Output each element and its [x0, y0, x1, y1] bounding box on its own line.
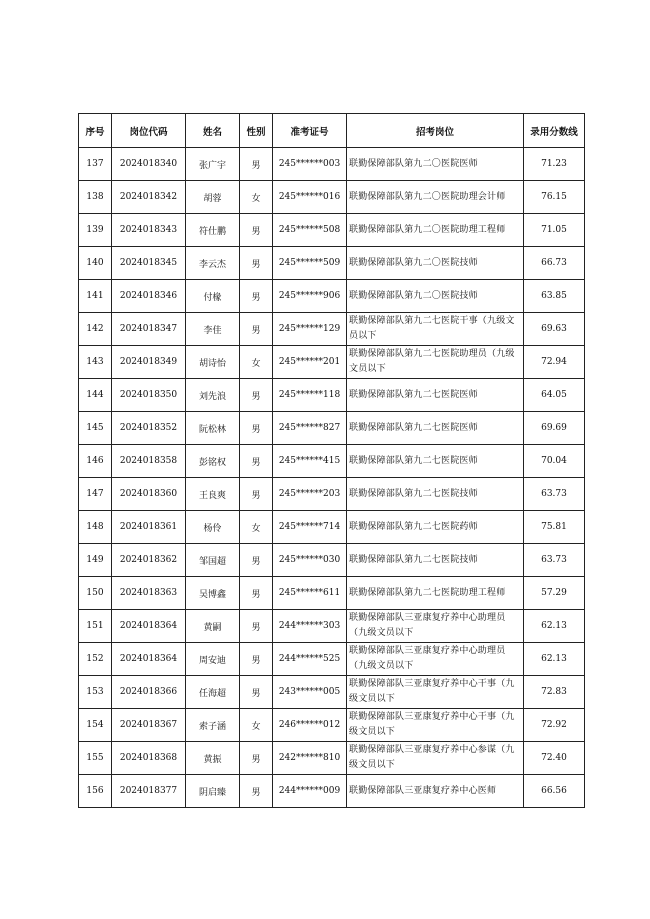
cell-ticket: 244******009: [273, 775, 347, 808]
cell-ticket: 245******906: [273, 280, 347, 313]
header-name: 姓名: [186, 114, 240, 148]
cell-name: 杨伶: [186, 511, 240, 544]
cell-name: 王良爽: [186, 478, 240, 511]
cell-score: 66.73: [524, 247, 585, 280]
cell-seq: 147: [79, 478, 112, 511]
cell-seq: 155: [79, 742, 112, 775]
cell-gender: 男: [240, 577, 273, 610]
cell-seq: 145: [79, 412, 112, 445]
cell-ticket: 245******003: [273, 148, 347, 181]
cell-gender: 男: [240, 610, 273, 643]
cell-name: 索子涵: [186, 709, 240, 742]
cell-seq: 137: [79, 148, 112, 181]
cell-gender: 男: [240, 148, 273, 181]
cell-seq: 154: [79, 709, 112, 742]
cell-gender: 男: [240, 775, 273, 808]
cell-seq: 139: [79, 214, 112, 247]
table-row: [79, 775, 585, 808]
cell-gender: 男: [240, 280, 273, 313]
cell-gender: 女: [240, 709, 273, 742]
cell-ticket: 245******508: [273, 214, 347, 247]
cell-name: 黄嗣: [186, 610, 240, 643]
cell-post-code: 2024018349: [112, 346, 186, 379]
cell-post-code: 2024018342: [112, 181, 186, 214]
cell-ticket: 245******201: [273, 346, 347, 379]
table-row: [79, 148, 585, 181]
cell-score: 66.56: [524, 775, 585, 808]
cell-seq: 150: [79, 577, 112, 610]
cell-position: 联勤保障部队第九二七医院助理工程师: [347, 577, 524, 610]
table-row: [79, 379, 585, 412]
header-seq: 序号: [79, 114, 112, 148]
cell-position: 联勤保障部队三亚康复疗养中心助理员（九级文员以下: [347, 610, 524, 643]
cell-position: 联勤保障部队三亚康复疗养中心干事（九级文员以下: [347, 676, 524, 709]
cell-position: 联勤保障部队第九二七医院医师: [347, 379, 524, 412]
cell-position: 联勤保障部队第九二〇医院助理工程师: [347, 214, 524, 247]
cell-post-code: 2024018364: [112, 610, 186, 643]
cell-seq: 152: [79, 643, 112, 676]
table-row: [79, 709, 585, 742]
cell-post-code: 2024018350: [112, 379, 186, 412]
cell-post-code: 2024018361: [112, 511, 186, 544]
table-row: [79, 742, 585, 775]
cell-seq: 156: [79, 775, 112, 808]
table-row: [79, 478, 585, 511]
cell-name: 李佳: [186, 313, 240, 346]
cell-score: 64.05: [524, 379, 585, 412]
cell-ticket: 245******129: [273, 313, 347, 346]
cell-position: 联勤保障部队第九二〇医院技师: [347, 247, 524, 280]
cell-seq: 142: [79, 313, 112, 346]
cell-ticket: 242******810: [273, 742, 347, 775]
cell-seq: 153: [79, 676, 112, 709]
cell-ticket: 245******827: [273, 412, 347, 445]
cell-name: 阴启臻: [186, 775, 240, 808]
cell-score: 70.04: [524, 445, 585, 478]
cell-score: 72.92: [524, 709, 585, 742]
cell-seq: 151: [79, 610, 112, 643]
header-row: [79, 114, 585, 148]
cell-post-code: 2024018346: [112, 280, 186, 313]
cell-score: 62.13: [524, 643, 585, 676]
cell-name: 邹国超: [186, 544, 240, 577]
cell-gender: 男: [240, 544, 273, 577]
cell-score: 63.73: [524, 544, 585, 577]
cell-ticket: 245******203: [273, 478, 347, 511]
cell-score: 69.69: [524, 412, 585, 445]
cell-position: 联勤保障部队第九二七医院技师: [347, 478, 524, 511]
cell-gender: 男: [240, 379, 273, 412]
cell-score: 71.05: [524, 214, 585, 247]
cell-name: 刘先浪: [186, 379, 240, 412]
cell-gender: 男: [240, 412, 273, 445]
cell-score: 69.63: [524, 313, 585, 346]
cell-gender: 女: [240, 181, 273, 214]
cell-position: 联勤保障部队三亚康复疗养中心干事（九级文员以下: [347, 709, 524, 742]
table-row: [79, 610, 585, 643]
cell-seq: 141: [79, 280, 112, 313]
cell-score: 63.73: [524, 478, 585, 511]
cell-gender: 男: [240, 676, 273, 709]
cell-position: 联勤保障部队三亚康复疗养中心医师: [347, 775, 524, 808]
cell-position: 联勤保障部队第九二七医院药师: [347, 511, 524, 544]
header-post-code: 岗位代码: [112, 114, 186, 148]
cell-ticket: 246******012: [273, 709, 347, 742]
cell-name: 胡诗怡: [186, 346, 240, 379]
cell-ticket: 245******611: [273, 577, 347, 610]
table-row: [79, 313, 585, 346]
cell-name: 阮松林: [186, 412, 240, 445]
cell-name: 吴博鑫: [186, 577, 240, 610]
cell-name: 付椽: [186, 280, 240, 313]
cell-ticket: 243******005: [273, 676, 347, 709]
cell-seq: 144: [79, 379, 112, 412]
cell-name: 胡蓉: [186, 181, 240, 214]
table-row: [79, 181, 585, 214]
cell-post-code: 2024018362: [112, 544, 186, 577]
cell-ticket: 245******016: [273, 181, 347, 214]
header-score: 录用分数线: [524, 114, 585, 148]
header-position: 招考岗位: [347, 114, 524, 148]
cell-seq: 140: [79, 247, 112, 280]
cell-ticket: 245******030: [273, 544, 347, 577]
cell-position: 联勤保障部队第九二七医院技师: [347, 544, 524, 577]
cell-position: 联勤保障部队第九二七医院医师: [347, 445, 524, 478]
cell-post-code: 2024018345: [112, 247, 186, 280]
cell-score: 72.40: [524, 742, 585, 775]
cell-score: 63.85: [524, 280, 585, 313]
cell-name: 任海超: [186, 676, 240, 709]
cell-post-code: 2024018366: [112, 676, 186, 709]
cell-seq: 148: [79, 511, 112, 544]
cell-gender: 男: [240, 247, 273, 280]
cell-ticket: 245******415: [273, 445, 347, 478]
table-row: [79, 577, 585, 610]
cell-gender: 男: [240, 214, 273, 247]
cell-gender: 男: [240, 445, 273, 478]
cell-position: 联勤保障部队第九二〇医院技师: [347, 280, 524, 313]
table-row: [79, 247, 585, 280]
table-row: [79, 511, 585, 544]
table-row: [79, 445, 585, 478]
cell-post-code: 2024018364: [112, 643, 186, 676]
table-row: [79, 676, 585, 709]
cell-score: 72.83: [524, 676, 585, 709]
cell-position: 联勤保障部队第九二七医院医师: [347, 412, 524, 445]
cell-position: 联勤保障部队第九二〇医院助理会计师: [347, 181, 524, 214]
results-table: [78, 113, 585, 808]
table-row: [79, 214, 585, 247]
cell-score: 76.15: [524, 181, 585, 214]
cell-ticket: 245******118: [273, 379, 347, 412]
cell-position: 联勤保障部队三亚康复疗养中心助理员（九级文员以下: [347, 643, 524, 676]
cell-score: 62.13: [524, 610, 585, 643]
cell-post-code: 2024018352: [112, 412, 186, 445]
cell-gender: 男: [240, 478, 273, 511]
cell-seq: 138: [79, 181, 112, 214]
cell-ticket: 244******303: [273, 610, 347, 643]
cell-post-code: 2024018377: [112, 775, 186, 808]
cell-seq: 149: [79, 544, 112, 577]
cell-score: 75.81: [524, 511, 585, 544]
cell-position: 联勤保障部队三亚康复疗养中心参谋（九级文员以下: [347, 742, 524, 775]
cell-position: 联勤保障部队第九二七医院助理员（九级文员以下: [347, 346, 524, 379]
cell-ticket: 245******509: [273, 247, 347, 280]
cell-name: 李云杰: [186, 247, 240, 280]
header-gender: 性别: [240, 114, 273, 148]
cell-name: 符仕鹏: [186, 214, 240, 247]
cell-post-code: 2024018343: [112, 214, 186, 247]
cell-position: 联勤保障部队第九二七医院干事（九级文员以下: [347, 313, 524, 346]
cell-seq: 146: [79, 445, 112, 478]
cell-gender: 男: [240, 742, 273, 775]
cell-gender: 女: [240, 511, 273, 544]
cell-post-code: 2024018360: [112, 478, 186, 511]
table-row: [79, 280, 585, 313]
table-row: [79, 412, 585, 445]
table-row: [79, 544, 585, 577]
cell-post-code: 2024018340: [112, 148, 186, 181]
cell-gender: 男: [240, 313, 273, 346]
cell-post-code: 2024018368: [112, 742, 186, 775]
cell-position: 联勤保障部队第九二〇医院医师: [347, 148, 524, 181]
cell-post-code: 2024018367: [112, 709, 186, 742]
cell-score: 57.29: [524, 577, 585, 610]
cell-post-code: 2024018347: [112, 313, 186, 346]
cell-gender: 男: [240, 643, 273, 676]
cell-name: 周安迪: [186, 643, 240, 676]
cell-seq: 143: [79, 346, 112, 379]
cell-name: 张广宇: [186, 148, 240, 181]
cell-ticket: 245******714: [273, 511, 347, 544]
cell-name: 彭铭权: [186, 445, 240, 478]
table-row: [79, 346, 585, 379]
table-row: [79, 643, 585, 676]
cell-score: 72.94: [524, 346, 585, 379]
cell-score: 71.23: [524, 148, 585, 181]
header-ticket: 准考证号: [273, 114, 347, 148]
cell-ticket: 244******525: [273, 643, 347, 676]
cell-post-code: 2024018358: [112, 445, 186, 478]
cell-gender: 女: [240, 346, 273, 379]
cell-post-code: 2024018363: [112, 577, 186, 610]
cell-name: 黄振: [186, 742, 240, 775]
